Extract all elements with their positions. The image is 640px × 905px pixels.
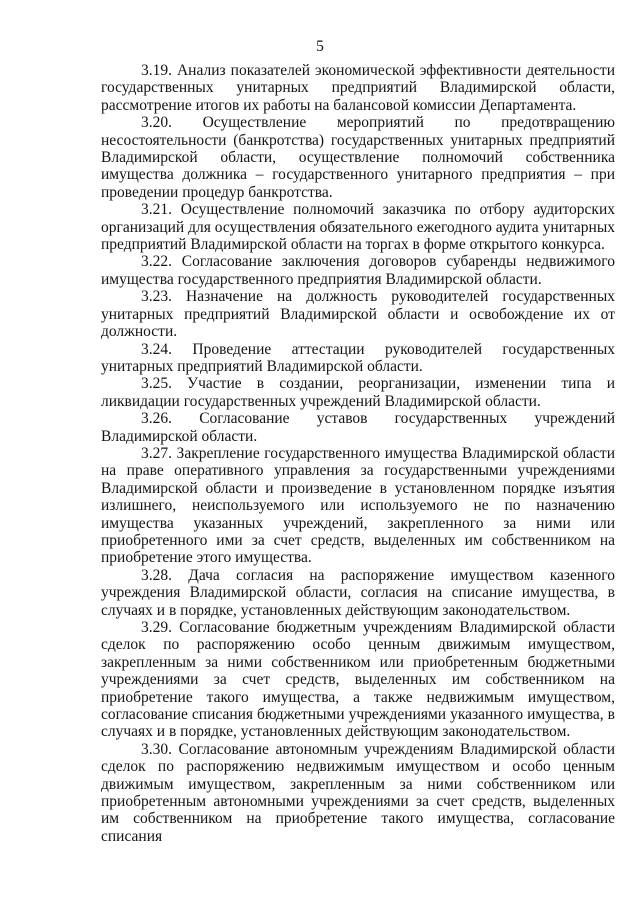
paragraph-3-26: 3.26. Согласование уставов государственных учреждений Владимирской области. (101, 410, 615, 445)
paragraph-3-27: 3.27. Закрепление государственного имущества Владимирской области на праве оперативного управления за государственными учреждениями Владимирской области и произведение в установленном порядке изъятия излишнего, неиспользуемого или используемого не по назначению имущества указанных учреждений, закрепленного за ними или приобретенного ими за счет средств, выделенных им собственником на приобретение этого имущества. (101, 444, 615, 567)
paragraph-3-23: 3.23. Назначение на должность руководителей государственных унитарных предприятий Владимирской области и освобождение их от должности. (101, 288, 615, 341)
paragraph-3-30: 3.30. Согласование автономным учреждениям Владимирской области сделок по распоряжению недвижимым имуществом и особо ценным движимым имуществом, закрепленным за ними собственником или приобретенным автономными учреждениями за счет средств, выделенных им собственником на приобретение такого имущества, согласование списания (101, 740, 615, 845)
paragraph-3-28: 3.28. Дача согласия на распоряжение имуществом казенного учреждения Владимирской области, согласия на списание имущества, в случаях и в порядке, установленных действующим законодательством. (101, 566, 615, 619)
paragraph-3-21: 3.21. Осуществление полномочий заказчика по отбору аудиторских организаций для осуществления обязательного ежегодного аудита унитарных предприятий Владимирской области на торгах в форме открытого конкурса. (101, 201, 615, 254)
document-body (101, 62, 615, 845)
paragraph-3-20: 3.20. Осуществление мероприятий по предотвращению несостоятельности (банкротства) государственных унитарных предприятий Владимирской области, осуществление полномочий собственника имущества должника – государственного унитарного предприятия – при проведении процедур банкротства. (101, 114, 615, 201)
paragraph-3-19: 3.19. Анализ показателей экономической эффективности деятельности государственных унитарных предприятий Владимирской области, рассмотрение итогов их работы на балансовой комиссии Департамента. (101, 62, 615, 114)
paragraph-3-22: 3.22. Согласование заключения договоров субаренды недвижимого имущества государственного предприятия Владимирской области. (101, 253, 615, 288)
paragraph-3-29: 3.29. Согласование бюджетным учреждениям Владимирской области сделок по распоряжению особо ценным движимым имуществом, закрепленным за ними собственником или приобретенным бюджетными учреждениями за счет средств, выделенных им собственником на приобретение такого имущества, а также недвижимым имуществом, согласование списания бюджетными учреждениями указанного имущества, в случаях и в порядке, установленных действующим законодательством. (101, 619, 615, 741)
paragraph-3-25: 3.25. Участие в создании, реорганизации, изменении типа и ликвидации государственных учреждений Владимирской области. (101, 375, 615, 410)
paragraph-3-24: 3.24. Проведение аттестации руководителей государственных унитарных предприятий Владимирской области. (101, 340, 615, 375)
page-number: 5 (316, 38, 324, 55)
